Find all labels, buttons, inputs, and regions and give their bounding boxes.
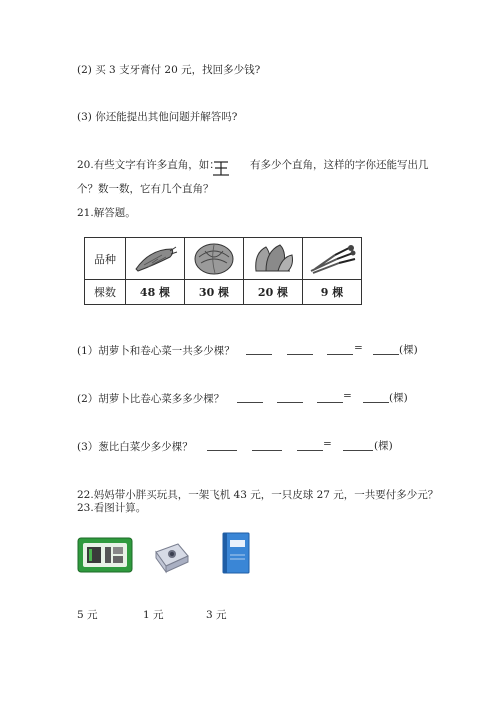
table-row-variety [85,238,362,280]
q21-sub1 [77,343,235,358]
carrot-icon [132,243,178,275]
table-row-count [85,280,362,305]
bok-choy-icon [250,241,296,277]
equals-sign: = [354,342,363,354]
q21-sub1-text: (1）胡萝卜和卷心菜一共多少棵？ [77,345,235,357]
vegetable-table [84,237,362,305]
answer-blank[interactable] [287,344,313,355]
variety-header: 品种 [85,238,126,280]
carrot-cell [126,238,185,280]
count-header: 棵数 [85,280,126,305]
q20-line1a: 20.有些文字有许多直角，如： [77,159,220,171]
answer-blank[interactable] [317,392,343,403]
pencil-case-icon [77,535,133,575]
pencil-sharpener-price: 1 元 [143,609,164,621]
answer-blank[interactable] [246,344,272,355]
answer-blank[interactable] [277,392,303,403]
scallion-cell [303,238,362,280]
unit-label: (棵) [374,440,393,452]
cabbage-cell [185,238,244,280]
q22-text: 22.妈妈带小胖买玩具，一架飞机 43 元，一只皮球 27 元，一共要付多少元？ [77,489,439,501]
answer-blank[interactable] [343,440,373,451]
q23-title: 23.看图计算。 [77,502,147,514]
q19-part3: (3) 你还能提出其他问题并解答吗? [77,111,238,123]
pencil-case-price: 5 元 [77,609,98,621]
notebook-icon [221,531,251,575]
bok-choy-cell [244,238,303,280]
answer-blank[interactable] [252,440,282,451]
scallion-count: 9 棵 [303,280,362,305]
q20-line1b: 有多少个直角，这样的字你还能写出几 [250,159,429,171]
cabbage-icon [191,241,237,277]
scallion-icon [307,243,357,275]
answer-blank[interactable] [237,392,263,403]
answer-blank[interactable] [373,344,399,355]
q20-line2: 个？数一数，它有几个直角？ [77,183,214,195]
answer-blank[interactable] [297,440,323,451]
q21-sub2 [77,391,224,406]
answer-blank[interactable] [207,440,237,451]
q21-title: 21.解答题。 [77,207,136,219]
q19-part2: (2) 买 3 支牙膏付 20 元，找回多少钱? [77,64,261,76]
equals-sign: = [323,438,332,450]
q21-sub3-text: (3）葱比白菜少多少棵？ [77,441,193,453]
q21-sub2-text: (2）胡萝卜比卷心菜多多少棵？ [77,393,225,405]
equals-sign: = [343,390,352,402]
answer-blank[interactable] [363,392,389,403]
pencil-sharpener-icon [152,538,192,574]
bok-choy-count: 20 棵 [244,280,303,305]
cabbage-count: 30 棵 [185,280,244,305]
unit-label: (棵) [389,392,408,404]
answer-blank[interactable] [327,344,353,355]
notebook-price: 3 元 [206,609,227,621]
q21-sub3 [77,439,193,454]
unit-label: (棵) [399,344,418,356]
wang-character-glyph [211,158,231,178]
carrot-count: 48 棵 [126,280,185,305]
